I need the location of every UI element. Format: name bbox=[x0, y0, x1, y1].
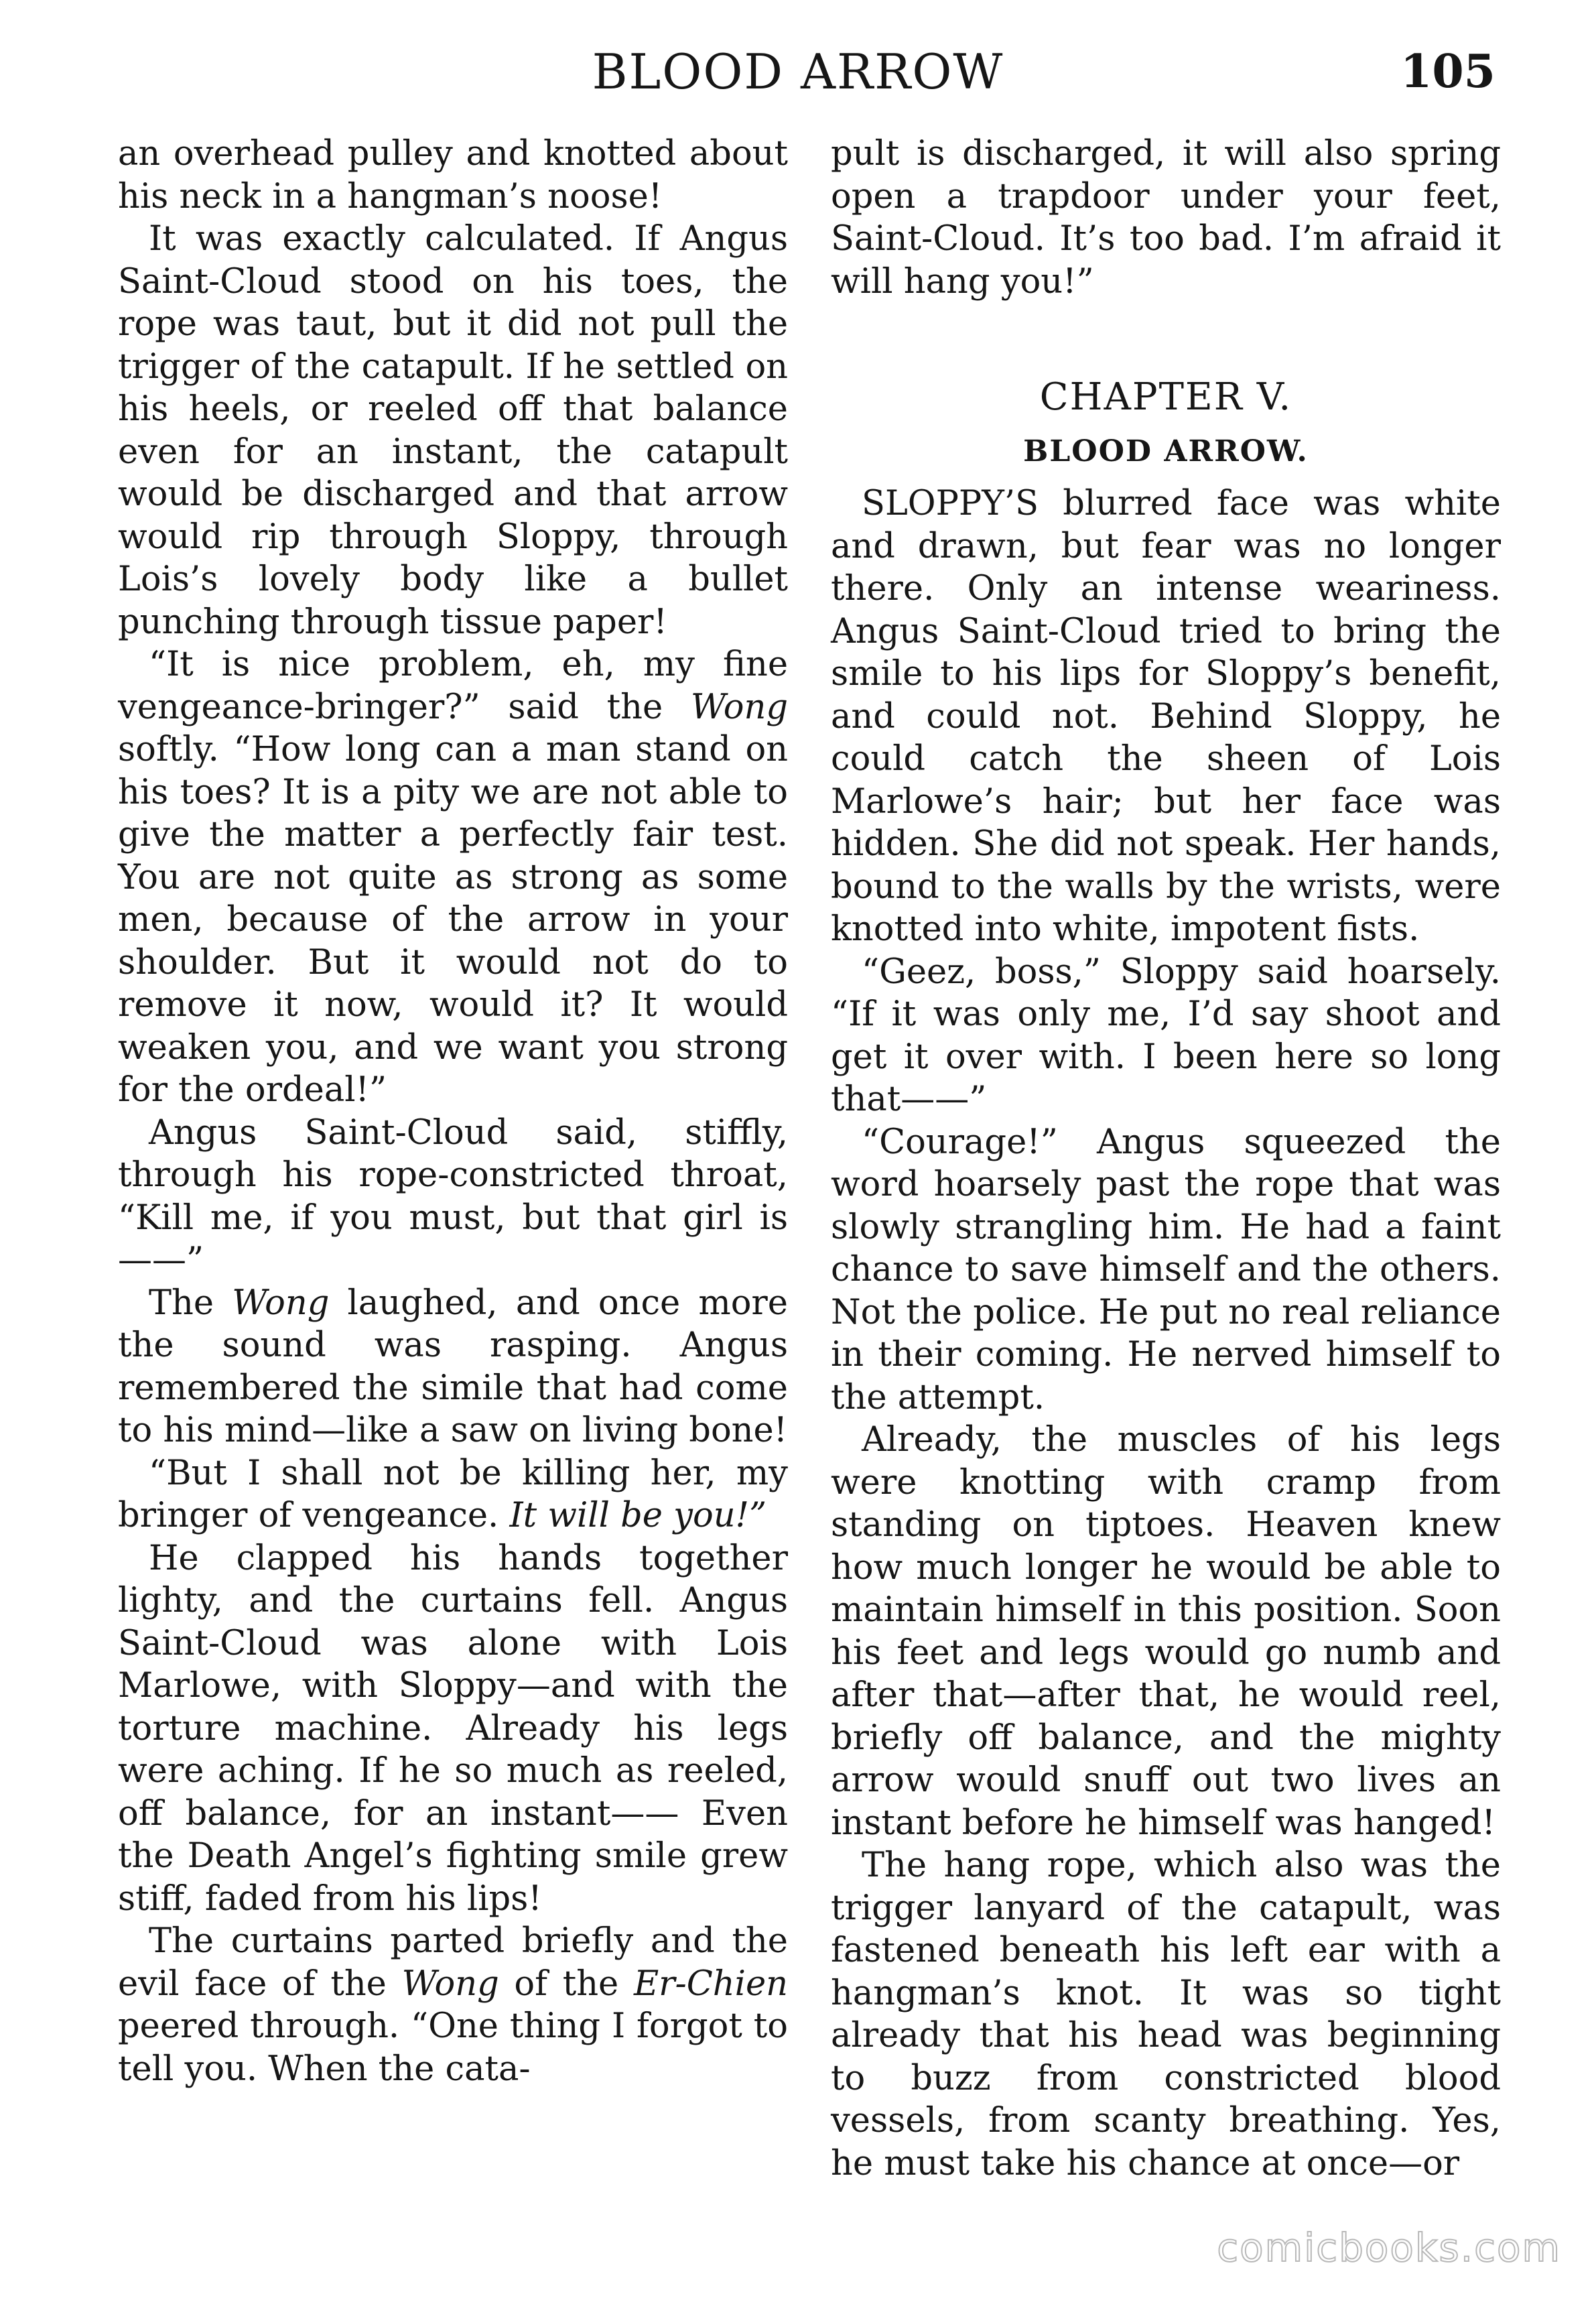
paragraph: It was exactly calculated. If Angus Saint-Cloud stood on his toes, the rope was taut, but it did not pull the trigger of the catapult. If he settled on his heels, or reeled off that balance even for an instant, the catapult would be discharged and that arrow would rip through Sloppy, through Lois’s lovely body like a bullet punching through tissue paper! bbox=[118, 219, 788, 642]
text-run: “It is nice problem, eh, my fine vengeance-bringer?” said the bbox=[118, 645, 788, 727]
paragraph: Already, the muscles of his legs were knotting with cramp from standing on tiptoes. Heaven knew how much longer he would be able to maintain himself in this position. Soon his feet and legs would go numb and after that—after that, he would reel, briefly off balance, and the mighty arrow would snuff out two lives an instant before he himself was hanged! bbox=[831, 1420, 1501, 1843]
text-run: laughed, and once more the sound was rasping. Angus remembered the simile that had come to his mind—like a saw on living bone! bbox=[118, 1283, 788, 1450]
text-run: The bbox=[149, 1283, 232, 1323]
italic-text: Wong bbox=[232, 1283, 330, 1323]
paragraph: an overhead pulley and knotted about his neck in a hangman’s noose! bbox=[118, 134, 788, 216]
paragraph: “Geez, boss,” Sloppy said hoarsely. “If it was only me, I’d say shoot and get it over with. I been here so long that——” bbox=[831, 952, 1501, 1119]
italic-text: It will be you!” bbox=[509, 1496, 767, 1535]
text-run: peered through. “One thing I forgot to tell you. When the cata- bbox=[118, 2006, 788, 2089]
watermark: comicbooks.com bbox=[1217, 2225, 1561, 2271]
paragraph: SLOPPY’S blurred face was white and drawn, but fear was no longer there. Only an intense weariness. Angus Saint-Cloud tried to bring the smile to his lips for Sloppy’s benefit, and could not. Behind Sloppy, he could catch the sheen of Lois Marlowe’s hair; but her face was hidden. She did not speak. Her hands, bound to the walls by the wrists, were knotted into white, impotent fists. bbox=[831, 484, 1501, 949]
page-number: 105 bbox=[1400, 45, 1495, 99]
paragraph: He clapped his hands together lighty, and the curtains fell. Angus Saint-Cloud was alone with Lois Marlowe, with Sloppy—and with the torture machine. Already his legs were aching. If he so much as reeled, off balance, for an instant—— Even the Death Angel’s fighting smile grew stiff, faded from his lips! bbox=[118, 1538, 788, 1919]
paragraph: The hang rope, which also was the trigger lanyard of the catapult, was fastened beneath his left ear with a hangman’s knot. It was so tight already that his head was beginning to buzz from constricted blood vessels, from scanty breathing. Yes, he must take his chance at once—or bbox=[831, 1846, 1501, 2183]
paragraph bbox=[118, 1452, 788, 1537]
italic-text: Er-Chien bbox=[633, 1964, 788, 2004]
chapter-title: BLOOD ARROW. bbox=[1023, 434, 1309, 468]
text-run: “But I shall not be killing her, my bringer of vengeance. bbox=[118, 1453, 788, 1535]
left-column bbox=[118, 133, 788, 2090]
right-column bbox=[831, 133, 1501, 2185]
italic-text: Wong bbox=[690, 687, 788, 727]
paragraph bbox=[118, 643, 788, 1112]
paragraph: Angus Saint-Cloud said, stiffly, through his rope-constricted throat, “Kill me, if you must, but that girl is——” bbox=[118, 1112, 788, 1280]
text-run: softly. “How long can a man stand on his toes? It is a pity we are not able to give the matter a perfectly fair test. You are not quite as strong as some men, because of the arrow in your shoulder. But it would not do to remove it now, would it? It would weaken you, and we want you strong for the ordeal!” bbox=[118, 730, 788, 1110]
running-title: BLOOD ARROW bbox=[592, 44, 1004, 100]
paragraph: pult is discharged, it will also spring open a trapdoor under your feet, Saint-Cloud. It’s too bad. I’m afraid it will hang you!” bbox=[831, 134, 1501, 302]
chapter-heading: CHAPTER V. bbox=[1039, 375, 1292, 419]
running-head bbox=[0, 42, 1596, 102]
paragraph bbox=[118, 1282, 788, 1452]
paragraph: “Courage!” Angus squeezed the word hoarsely past the rope that was slowly strangling him. He had a faint chance to save himself and the others. Not the police. He put no real reliance in their coming. He nerved himself to the attempt. bbox=[831, 1122, 1501, 1417]
paragraph bbox=[118, 1920, 788, 2090]
text-run: The curtains parted briefly and the evil face of the bbox=[118, 1921, 788, 2004]
italic-text: Wong bbox=[401, 1964, 499, 2004]
text-run: of the bbox=[498, 1964, 634, 2004]
